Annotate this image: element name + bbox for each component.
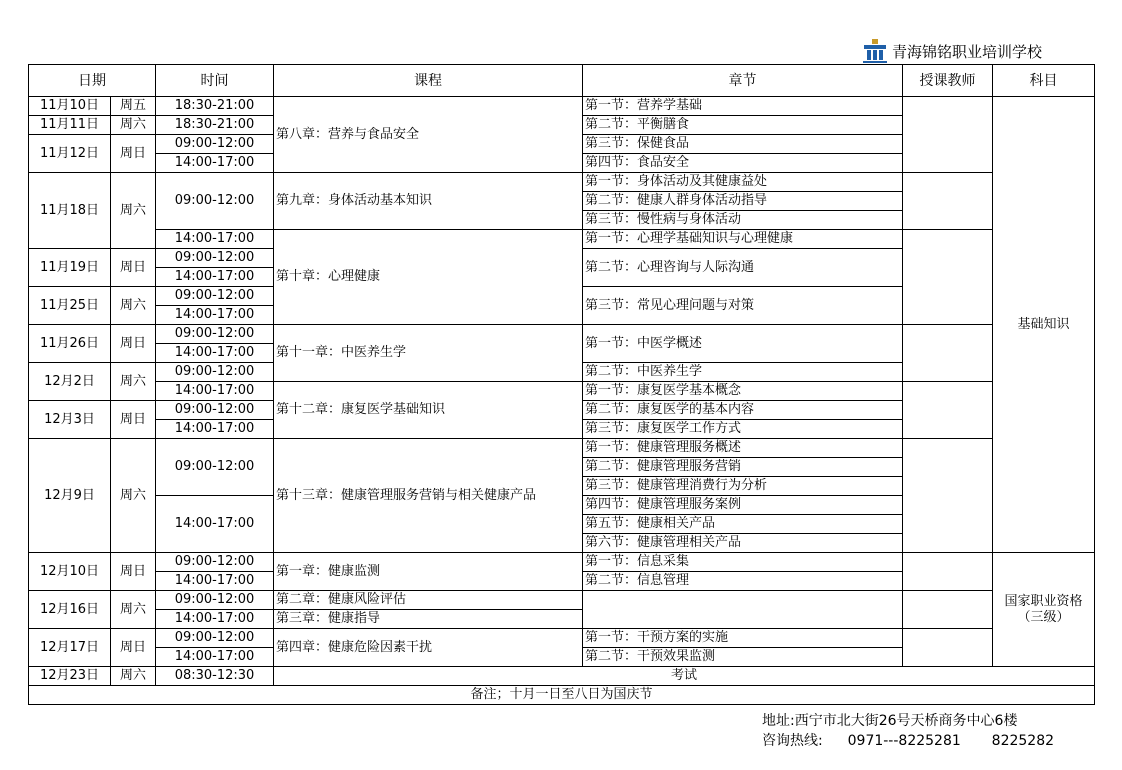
table-row (29, 439, 1095, 458)
weekday-cell: 周六 (111, 363, 156, 401)
section-cell: 第二节：健康管理服务营销 (583, 458, 903, 477)
section-cell: 第二节：平衡膳食 (583, 116, 903, 135)
course-cell: 第十三章：健康管理服务营销与相关健康产品 (274, 439, 583, 553)
course-cell: 第十章：心理健康 (274, 230, 583, 325)
teacher-cell (903, 439, 993, 553)
date-cell: 12月9日 (29, 439, 111, 553)
section-cell: 第四节：食品安全 (583, 154, 903, 173)
section-cell: 第一节：康复医学基本概念 (583, 382, 903, 401)
section-cell: 第二节：健康人群身体活动指导 (583, 192, 903, 211)
time-cell: 09:00-12:00 (156, 249, 274, 268)
note-row (29, 686, 1095, 705)
table-row (29, 230, 1095, 249)
weekday-cell: 周日 (111, 401, 156, 439)
time-cell: 14:00-17:00 (156, 382, 274, 401)
section-cell: 第一节：心理学基础知识与心理健康 (583, 230, 903, 249)
weekday-cell: 周六 (111, 667, 156, 686)
section-cell: 第二节：康复医学的基本内容 (583, 401, 903, 420)
time-cell: 14:00-17:00 (156, 230, 274, 249)
date-cell: 11月18日 (29, 173, 111, 249)
course-cell: 第三章：健康指导 (274, 610, 583, 629)
header-row (29, 65, 1095, 97)
table-row (29, 667, 1095, 686)
table-row (29, 629, 1095, 648)
course-cell: 第九章：身体活动基本知识 (274, 173, 583, 230)
time-cell: 09:00-12:00 (156, 173, 274, 230)
date-cell: 11月10日 (29, 97, 111, 116)
weekday-cell: 周六 (111, 439, 156, 553)
time-cell: 14:00-17:00 (156, 306, 274, 325)
table-row (29, 173, 1095, 192)
time-cell: 14:00-17:00 (156, 648, 274, 667)
course-cell: 第一章：健康监测 (274, 553, 583, 591)
teacher-cell (903, 382, 993, 439)
weekday-cell: 周日 (111, 325, 156, 363)
section-cell: 第三节：慢性病与身体活动 (583, 211, 903, 230)
teacher-cell (903, 230, 993, 325)
time-cell: 14:00-17:00 (156, 420, 274, 439)
hotline-label: 咨询热线: (762, 733, 823, 749)
header-course: 课程 (274, 65, 583, 97)
note-cell: 备注；十月一日至八日为国庆节 (29, 686, 1095, 705)
date-cell: 12月3日 (29, 401, 111, 439)
school-name: 青海锦铭职业培训学校 (892, 42, 1043, 61)
section-cell: 第二节：心理咨询与人际沟通 (583, 249, 903, 287)
section-cell: 第三节：康复医学工作方式 (583, 420, 903, 439)
section-cell: 第二节：信息管理 (583, 572, 903, 591)
section-cell: 第二节：中医养生学 (583, 363, 903, 382)
section-cell: 第三节：常见心理问题与对策 (583, 287, 903, 325)
section-cell: 第五节：健康相关产品 (583, 515, 903, 534)
section-cell (583, 591, 903, 629)
weekday-cell: 周日 (111, 249, 156, 287)
time-cell: 09:00-12:00 (156, 287, 274, 306)
section-cell: 第二节：干预效果监测 (583, 648, 903, 667)
time-cell: 09:00-12:00 (156, 591, 274, 610)
time-cell: 09:00-12:00 (156, 629, 274, 648)
date-cell: 11月12日 (29, 135, 111, 173)
time-cell: 14:00-17:00 (156, 610, 274, 629)
section-cell: 第一节：信息采集 (583, 553, 903, 572)
table-row (29, 382, 1095, 401)
time-cell: 14:00-17:00 (156, 154, 274, 173)
date-cell: 11月26日 (29, 325, 111, 363)
course-cell: 第四章：健康危险因素干扰 (274, 629, 583, 667)
teacher-cell (903, 325, 993, 382)
date-cell: 12月16日 (29, 591, 111, 629)
teacher-cell (903, 173, 993, 230)
weekday-cell: 周六 (111, 591, 156, 629)
table-row (29, 591, 1095, 610)
time-cell: 14:00-17:00 (156, 496, 274, 553)
subject-cell (993, 553, 1095, 667)
time-cell: 14:00-17:00 (156, 572, 274, 591)
date-cell: 11月11日 (29, 116, 111, 135)
weekday-cell: 周日 (111, 135, 156, 173)
teacher-cell (903, 591, 993, 629)
section-cell: 第三节：健康管理消费行为分析 (583, 477, 903, 496)
section-cell: 第一节：身体活动及其健康益处 (583, 173, 903, 192)
section-cell: 第三节：保健食品 (583, 135, 903, 154)
section-cell: 第一节：健康管理服务概述 (583, 439, 903, 458)
table-row (29, 325, 1095, 344)
section-cell: 第一节：营养学基础 (583, 97, 903, 116)
header-date: 日期 (29, 65, 156, 97)
weekday-cell: 周日 (111, 629, 156, 667)
table-row (29, 553, 1095, 572)
date-cell: 11月19日 (29, 249, 111, 287)
header-teacher: 授课教师 (903, 65, 993, 97)
time-cell: 18:30-21:00 (156, 97, 274, 116)
subject-national-line2: （三级） (1017, 609, 1070, 625)
date-cell: 12月2日 (29, 363, 111, 401)
course-cell: 第十一章：中医养生学 (274, 325, 583, 382)
time-cell: 08:30-12:30 (156, 667, 274, 686)
section-cell: 第四节：健康管理服务案例 (583, 496, 903, 515)
hotline-line (762, 730, 1054, 750)
teacher-cell (903, 629, 993, 667)
course-cell: 第二章：健康风险评估 (274, 591, 583, 610)
teacher-cell (903, 553, 993, 591)
hotline-number-1: 0971---8225281 (847, 733, 961, 749)
weekday-cell: 周日 (111, 553, 156, 591)
time-cell: 09:00-12:00 (156, 439, 274, 496)
course-cell: 第八章：营养与食品安全 (274, 97, 583, 173)
school-header (862, 38, 1042, 64)
date-cell: 12月10日 (29, 553, 111, 591)
section-cell: 第六节：健康管理相关产品 (583, 534, 903, 553)
schedule-table (28, 64, 1095, 705)
course-cell: 第十二章：康复医学基础知识 (274, 382, 583, 439)
time-cell: 09:00-12:00 (156, 325, 274, 344)
header-subject: 科目 (993, 65, 1095, 97)
weekday-cell: 周六 (111, 116, 156, 135)
section-cell: 第一节：中医学概述 (583, 325, 903, 363)
time-cell: 18:30-21:00 (156, 116, 274, 135)
date-cell: 11月25日 (29, 287, 111, 325)
table-row (29, 97, 1095, 116)
time-cell: 09:00-12:00 (156, 553, 274, 572)
subject-national-line1: 国家职业资格 (1004, 593, 1083, 609)
header-time: 时间 (156, 65, 274, 97)
weekday-cell: 周五 (111, 97, 156, 116)
address-line: 地址:西宁市北大街26号天桥商务中心6楼 (762, 713, 1018, 729)
time-cell: 14:00-17:00 (156, 268, 274, 287)
hotline-number-2: 8225282 (991, 733, 1055, 749)
time-cell: 09:00-12:00 (156, 363, 274, 382)
exam-cell: 考试 (274, 667, 1095, 686)
school-logo-icon (862, 39, 888, 63)
header-section: 章节 (583, 65, 903, 97)
subject-cell: 基础知识 (993, 97, 1095, 553)
date-cell: 12月23日 (29, 667, 111, 686)
time-cell: 14:00-17:00 (156, 344, 274, 363)
time-cell: 09:00-12:00 (156, 401, 274, 420)
time-cell: 09:00-12:00 (156, 135, 274, 154)
teacher-cell (903, 97, 993, 173)
weekday-cell: 周六 (111, 173, 156, 249)
section-cell: 第一节：干预方案的实施 (583, 629, 903, 648)
date-cell: 12月17日 (29, 629, 111, 667)
weekday-cell: 周六 (111, 287, 156, 325)
